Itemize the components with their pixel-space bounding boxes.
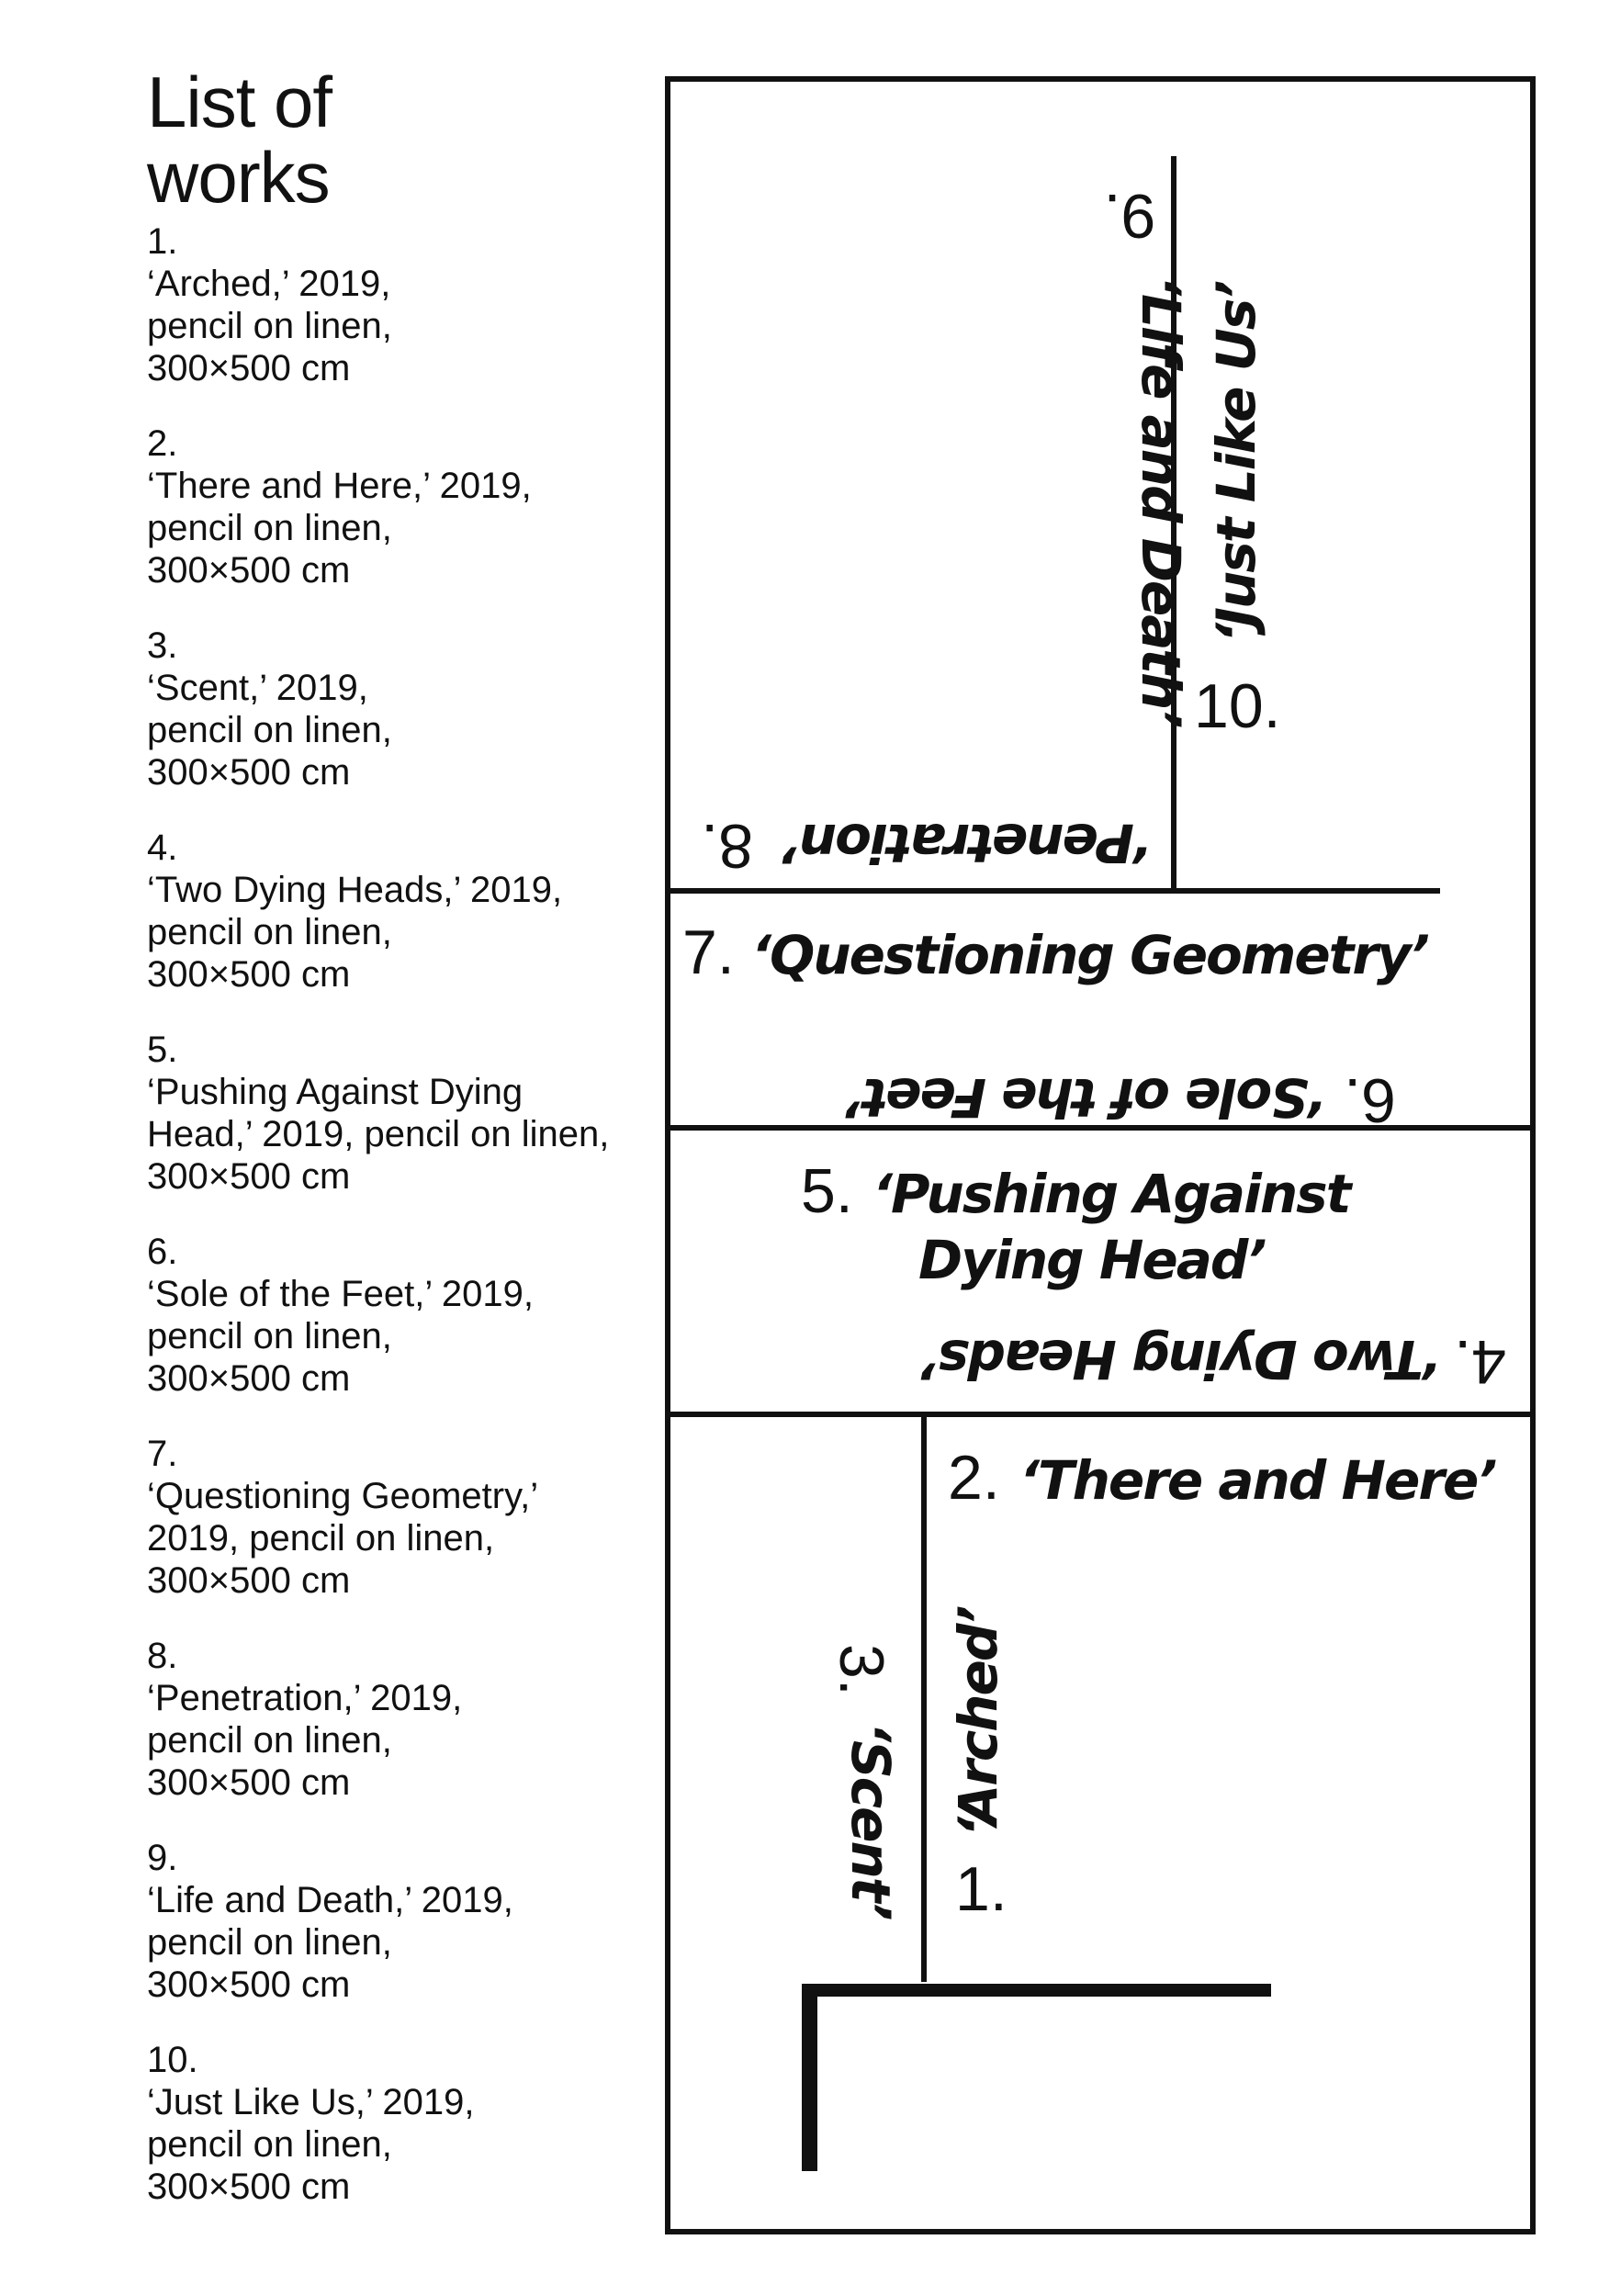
plan-label-6-title: ‘Sole of the Feet’ — [845, 1066, 1327, 1129]
work-number: 2. — [147, 423, 178, 464]
work-size-line: 300×500 cm — [147, 1560, 351, 1601]
work-number: 1. — [147, 221, 178, 262]
plan-label-1-number: 1. — [955, 1854, 1007, 1924]
plan-label-2-number: 2. — [948, 1443, 1000, 1513]
work-title-line: ‘Life and Death,’ 2019, — [147, 1880, 513, 1920]
work-medium-line: 2019, pencil on linen, — [147, 1518, 495, 1559]
work-medium-line: pencil on linen, — [147, 912, 392, 952]
plan-label-9-number: 9. — [1103, 181, 1156, 251]
plan-label-7-title: ‘Questioning Geometry’ — [751, 924, 1428, 986]
plan-label-7-number: 7. — [682, 917, 735, 987]
corner-wall-block — [802, 1984, 1271, 2171]
work-size-line: 300×500 cm — [147, 1156, 351, 1197]
work-size-line: 300×500 cm — [147, 954, 351, 995]
plan-label-10-title: ‘Just Like Us’ — [1205, 281, 1267, 643]
work-title-line: ‘Penetration,’ 2019, — [147, 1678, 463, 1718]
plan-label-8-number: 8. — [701, 811, 753, 881]
page-title-line-2: works — [147, 137, 330, 218]
plan-label-10-number: 10. — [1194, 671, 1281, 741]
work-size-line: 300×500 cm — [147, 1762, 351, 1803]
work-medium-line: pencil on linen, — [147, 1720, 392, 1761]
work-medium-line: Head,’ 2019, pencil on linen, — [147, 1114, 610, 1154]
work-number: 10. — [147, 2040, 198, 2080]
work-title-line: ‘Questioning Geometry,’ — [147, 1476, 539, 1516]
plan-label-3-title: ‘Scent’ — [839, 1722, 902, 1919]
plan-label-9-title: ‘Life and Death’ — [1130, 276, 1192, 727]
plan-label-5-title-line-2: Dying Head’ — [918, 1229, 1266, 1291]
outer-wall — [668, 79, 1533, 2232]
plan-label-5-number: 5. — [801, 1156, 853, 1226]
plan-label-4-number: 4. — [1454, 1327, 1506, 1397]
work-number: 5. — [147, 1030, 178, 1070]
plan-label-5-title-line-1: ‘Pushing Against — [872, 1163, 1350, 1225]
work-size-line: 300×500 cm — [147, 2167, 351, 2207]
work-number: 8. — [147, 1636, 178, 1676]
work-number: 4. — [147, 827, 178, 868]
floor-plan-walls — [668, 79, 1533, 2232]
work-medium-line: pencil on linen, — [147, 306, 392, 346]
work-size-line: 300×500 cm — [147, 1964, 351, 2005]
work-medium-line: pencil on linen, — [147, 1922, 392, 1963]
work-number: 7. — [147, 1434, 178, 1474]
plan-label-3-number: 3. — [827, 1644, 896, 1696]
plan-label-8-title: ‘Penetration’ — [782, 812, 1153, 874]
work-medium-line: pencil on linen, — [147, 710, 392, 750]
plan-label-4-title: ‘Two Dying Heads’ — [920, 1328, 1442, 1390]
work-title-line: ‘Two Dying Heads,’ 2019, — [147, 870, 563, 910]
work-number: 6. — [147, 1232, 178, 1272]
work-number: 3. — [147, 625, 178, 666]
plan-label-1-title: ‘Arched’ — [947, 1606, 1009, 1837]
work-size-line: 300×500 cm — [147, 348, 351, 388]
work-title-line: ‘Pushing Against Dying — [147, 1072, 523, 1112]
work-title-line: ‘Sole of the Feet,’ 2019, — [147, 1274, 535, 1314]
work-title-line: ‘Arched,’ 2019, — [147, 264, 391, 304]
plan-label-2-title: ‘There and Here’ — [1019, 1449, 1496, 1512]
work-title-line: ‘Just Like Us,’ 2019, — [147, 2082, 475, 2122]
work-size-line: 300×500 cm — [147, 1358, 351, 1399]
work-number: 9. — [147, 1838, 178, 1878]
work-title-line: ‘Scent,’ 2019, — [147, 668, 368, 708]
work-medium-line: pencil on linen, — [147, 2124, 392, 2165]
work-title-line: ‘There and Here,’ 2019, — [147, 466, 532, 506]
work-medium-line: pencil on linen, — [147, 1316, 392, 1356]
work-size-line: 300×500 cm — [147, 550, 351, 591]
plan-label-6-number: 6. — [1344, 1065, 1396, 1135]
page-title-line-1: List of — [147, 62, 332, 142]
work-size-line: 300×500 cm — [147, 752, 351, 793]
work-medium-line: pencil on linen, — [147, 508, 392, 548]
